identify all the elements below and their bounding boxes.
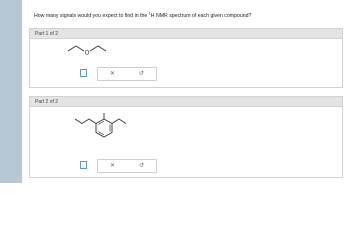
- oxygen-atom-label: O: [84, 50, 90, 57]
- diethyl-ether-structure: [63, 41, 113, 61]
- question-text: How many signals would you expect to find in the $^1$H NMR spectrum of each given compound?: [34, 11, 252, 19]
- part-2-section: [29, 96, 343, 178]
- clear-icon[interactable]: ✕: [109, 163, 116, 169]
- part-1-toolbar: [97, 67, 157, 81]
- part-1-answer-input[interactable]: [80, 69, 87, 77]
- undo-icon[interactable]: ↺: [138, 163, 145, 169]
- part-2-answer-input[interactable]: [80, 161, 87, 169]
- part-2-header: Part 2 of 2: [30, 97, 342, 107]
- undo-icon[interactable]: ↺: [138, 71, 145, 77]
- part-1-section: [29, 28, 343, 88]
- clear-icon[interactable]: ✕: [109, 71, 116, 77]
- question-panel: [22, 0, 350, 183]
- substituted-benzene-structure: [70, 113, 130, 147]
- left-sidebar-strip: [0, 0, 22, 183]
- part-1-header: Part 1 of 2: [30, 29, 342, 39]
- part-2-toolbar: [97, 159, 157, 173]
